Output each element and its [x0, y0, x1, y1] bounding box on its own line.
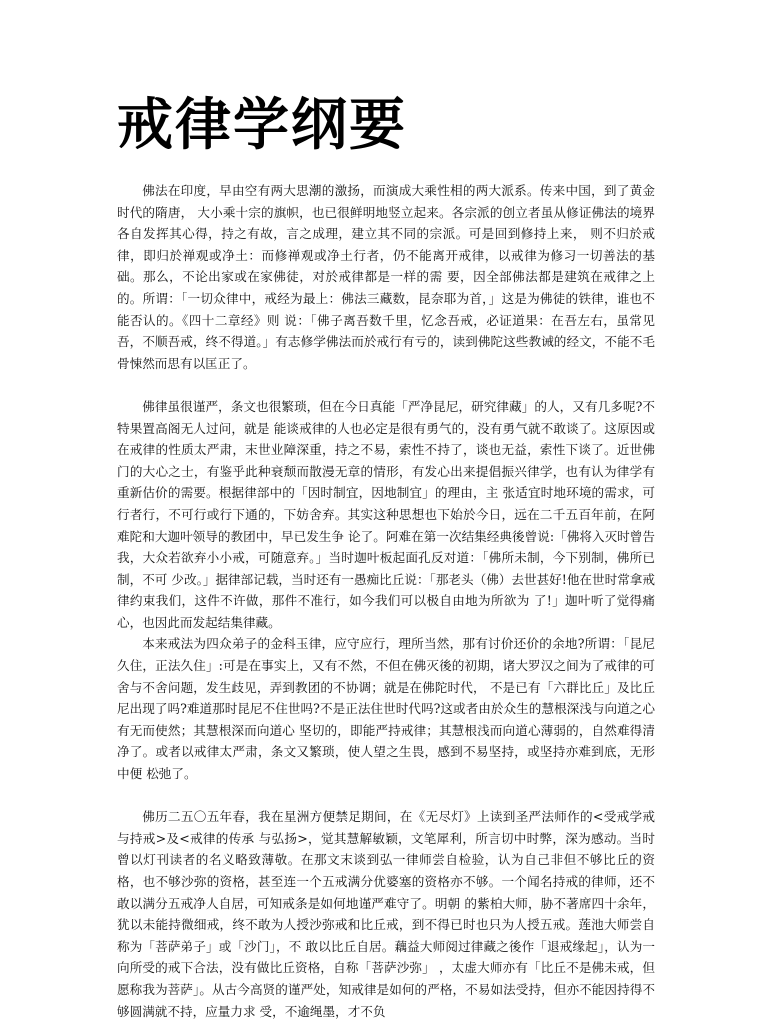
document-title: 戒律学纲要 [117, 92, 407, 158]
paragraph-1: 佛法在印度，早由空有两大思潮的激扬，而演成大乘性相的两大派系。传来中国，到了黄金时代的隋唐， 大小乘十宗的旗帜，也已很鲜明地竖立起来。各宗派的创立者虽从修证佛法的境界各自发挥其心得，持之有故，言之成理，建立其不同的宗派。可是回到修持上来， 则不归於戒律，即归於禅观或净土：而修禅观或净土行者，仍不能离开戒律，以戒律为修习一切善法的基础。那么，不论出家或在家佛徒，对於戒律都是一样的需 要，因全部佛法都是建筑在戒律之上的。所谓：「一切众律中，戒经为最上：佛法三藏数，昆奈耶为首，」这是为佛徒的铁律，谁也不能否认的。《四十二章经》则 说：「佛子离吾数千里，忆念吾戒，必证道果：在吾左右，虽常见吾，不顺吾戒，终不得道。」有志修学佛法而於戒行有亏的，读到佛陀这些教诫的经文，不能不毛 骨悚然而思有以匡正了。 [117, 183, 655, 371]
paragraph-3: 本来戒法为四众弟子的金科玉律，应守应行，理所当然，那有讨价还价的余地?所谓：「昆尼 久住，正法久住」:可是在事实上，又有不然，不但在佛灭後的初期，诸大罗汉之间为了戒律的可舍与不舍问题，发生歧见，弄到教团的不协调；就是在佛陀时代， 不是已有「六群比丘」及比丘尼出现了吗?难道那时昆尼不住世吗?不是正法住世时代吗?这或者由於众生的慧根深浅与向道之心有无而使然；其慧根深而向道心 坚切的，即能严持戒律；其慧根浅而向道心薄弱的，自然难得清净了。或者以戒律太严肃，条文又繁琐，使人望之生畏，感到不易坚持，或坚持亦难到底，无形中便 松弛了。 [117, 636, 655, 782]
document-body [117, 180, 655, 1022]
paragraph-2: 佛律虽很谨严，条文也很繁琐，但在今日真能「严净昆尼，研究律藏」的人，又有几多呢?不特果置高阁无人过问，就是 能谈戒律的人也必定是很有勇气的，没有勇气就不敢谈了。这原因或在戒律的性质太严肃，末世业障深重，持之不易，索性不持了，谈也无益，索性下谈了。近世佛 门的大心之士，有鉴乎此种衰颓而散漫无章的情形，有发心出来提倡振兴律学，也有认为律学有重新估价的需要。根据律部中的「因时制宜，因地制宜」的理由，主 张适宜时地环境的需求，可行者行，不可行或行下通的，下妨舍弃。其实这种思想也下始於今日，远在二千五百年前，在阿难陀和大迦叶领导的教团中，早已发生争 论了。阿难在第一次结集经典後曾说:「佛将入灭时曾告我，大众若欲弃小小戒，可随意弃。」当时迦叶板起面孔反对道：「佛所未制，今下别制，佛所已制，不可 少改。」据律部记载，当时还有一愚痴比丘说：「那老头（佛）去世甚好!他在世时常拿戒律约束我们，这件不许做，那件不准行，如今我们可以极自由地为所欲为 了!」迦叶听了觉得痛心，也因此而发起结集律藏。 [117, 398, 655, 630]
paragraph-gap [117, 374, 655, 396]
paragraph-gap [117, 785, 655, 807]
paragraph-4: 佛历二五〇五年春，我在星洲方便禁足期间，在《无尽灯》上读到圣严法师作的<受戒学戒与持戒>及<戒律的传承 与弘扬>，觉其慧解敏颖，文笔犀利，所言切中时弊，深为感动。当时曾以灯刊读者的名义略致薄敬。在那文末谈到弘一律师尝自检验，认为自己非但不够比丘的资格，也不够沙弥的资格，甚至连一个五戒满分优婆塞的资格亦不够。一个闻名持戒的律师，还不敢以满分五戒净人自居，可知戒条是如何地谨严难守了。明朝 的紫柏大师，胁不著席四十余年，犹以未能持微细戒，终不敢为人授沙弥戒和比丘戒，到不得已时也只为人授五戒。莲池大师尝自称为「菩萨弟子」或「沙门」，不 敢以比丘自居。藕益大师阅过律藏之後作「退戒缘起」，认为一向所受的戒下合法，没有做比丘资格，自称「菩萨沙弥」 ，太虚大师亦有「比丘不是佛未戒，但愿称我为菩萨」。从古今高贤的谨严处，知戒律是如何的严格，不易如法受持，但亦不能因持得不够圆满就不持，应量力求 受，不逾绳墨，才不负 [117, 809, 655, 1019]
